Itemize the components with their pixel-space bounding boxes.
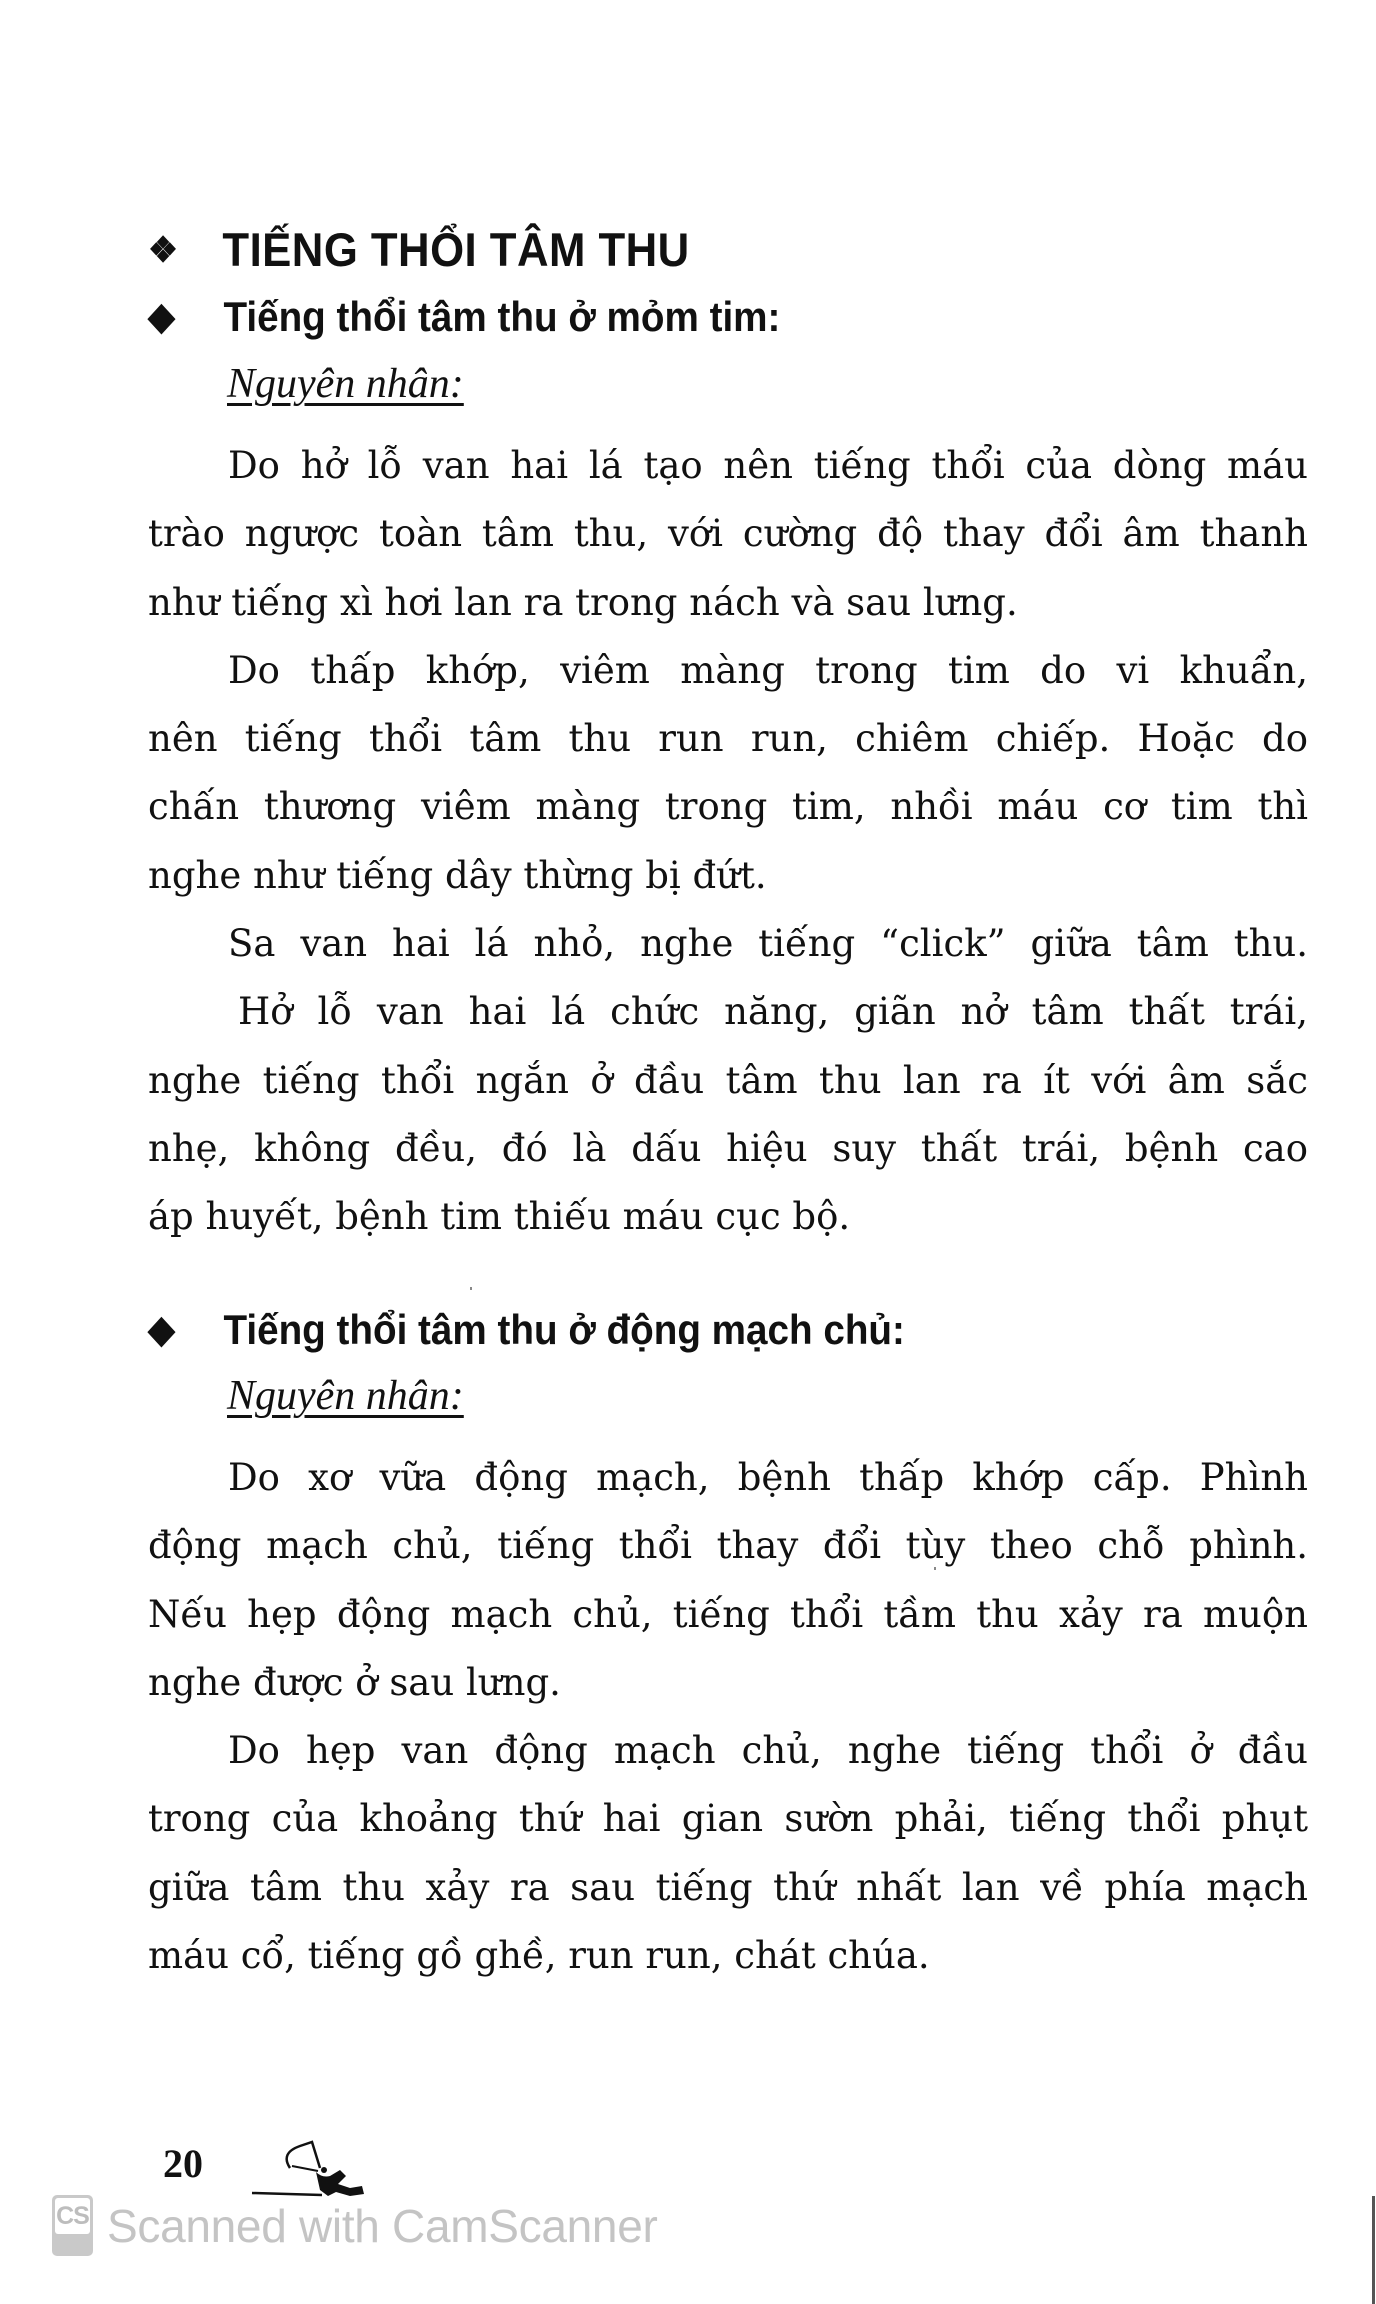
text-line: Hở lỗ van hai lá chức năng, giãn nở tâm thất trái, [238, 990, 1308, 1034]
watermark-text: Scanned with CamScanner [107, 2199, 658, 2252]
text-line: nhẹ, không đều, đó là dấu hiệu suy thất trái, bệnh cao [148, 1126, 1308, 1170]
text-line: động mạch chủ, tiếng thổi thay đổi tùy theo chỗ phình. [148, 1524, 1308, 1568]
text-line: Do xơ vữa động mạch, bệnh thấp khớp cấp. Phình [228, 1456, 1308, 1499]
text-line: chấn thương viêm màng trong tim, nhồi máu cơ tim thì [148, 785, 1308, 829]
text-line: áp huyết, bệnh tim thiếu máu cục bộ. [148, 1195, 851, 1239]
scan-speck [470, 1287, 472, 1290]
text-line: Do hẹp van động mạch chủ, nghe tiếng thổi ở đầu [228, 1729, 1308, 1773]
text-line: Do hở lỗ van hai lá tạo nên tiếng thổi của dòng máu [228, 444, 1308, 487]
subsection-heading-mitral: ◆ Tiếng thổi tâm thu ở mỏm tim: [148, 293, 781, 340]
diamond-icon: ◆ [148, 296, 175, 338]
text-line: trong của khoảng thứ hai gian sườn phải, tiếng thổi phụt [148, 1797, 1308, 1841]
four-diamond-icon: ❖ [148, 229, 179, 270]
paragraph-block-mitral [148, 432, 1308, 1252]
page-number: 20 [163, 2141, 203, 2186]
text-line: như tiếng xì hơi lan ra trong nách và sau lưng. [148, 580, 1018, 624]
text-line: nghe như tiếng dây thừng bị đứt. [148, 853, 767, 897]
text-line: máu cổ, tiếng gồ ghề, run run, chát chúa. [148, 1934, 930, 1978]
page-edge-shadow [1372, 2196, 1375, 2304]
paragraph-block-aortic [148, 1444, 1308, 1990]
text-line: Sa van hai lá nhỏ, nghe tiếng “click” giữa tâm thu. [228, 922, 1308, 966]
scan-speck [934, 1567, 936, 1570]
text-line: Do thấp khớp, viêm màng trong tim do vi khuẩn, [228, 648, 1308, 692]
diamond-icon: ◆ [148, 1309, 175, 1351]
text-line: nên tiếng thổi tâm thu run run, chiêm chiếp. Hoặc do [148, 717, 1308, 761]
camscanner-watermark [52, 2195, 658, 2256]
text-line: nghe tiếng thổi ngắn ở đầu tâm thu lan ra ít với âm sắc [148, 1058, 1308, 1102]
subsection-heading-aortic: ◆ Tiếng thổi tâm thu ở động mạch chủ: [148, 1306, 905, 1353]
cause-label: Nguyên nhân: [227, 1373, 464, 1419]
text-line: Nếu hẹp động mạch chủ, tiếng thổi tầm thu xảy ra muộn [148, 1592, 1308, 1636]
text-line: giữa tâm thu xảy ra sau tiếng thứ nhất lan về phía mạch [148, 1865, 1308, 1909]
text-line: trào ngược toàn tâm thu, với cường độ thay đổi âm thanh [148, 512, 1308, 556]
camscanner-logo-icon: CS [52, 2195, 93, 2256]
section-title: ❖ TIẾNG THỔI TÂM THU [148, 223, 690, 276]
text-line: nghe được ở sau lưng. [148, 1660, 561, 1704]
cause-label: Nguyên nhân: [227, 361, 464, 407]
